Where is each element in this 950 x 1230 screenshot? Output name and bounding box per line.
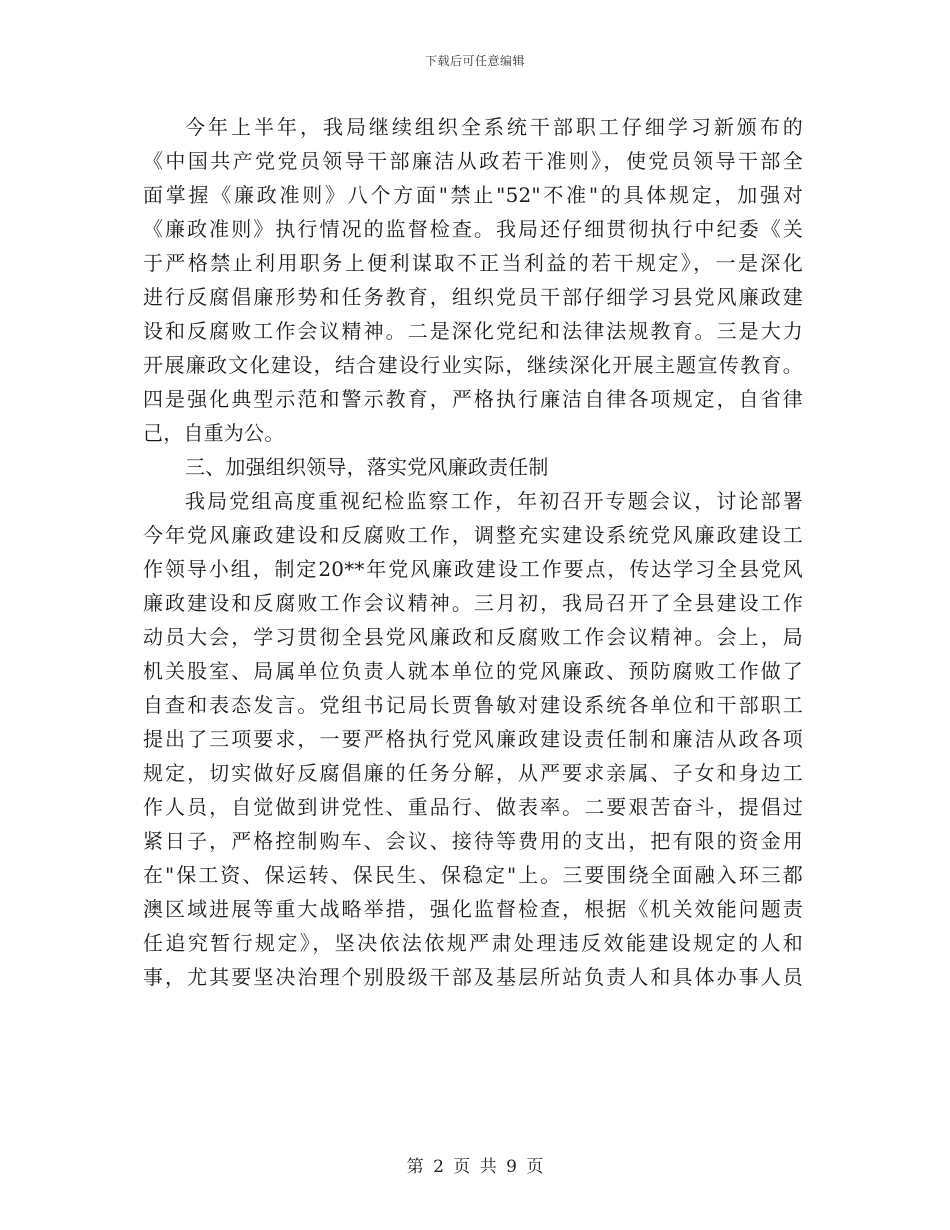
section-heading: 三、加强组织领导，落实党风廉政责任制	[185, 455, 549, 479]
page-number: 第 2 页 共 9 页	[406, 1157, 544, 1177]
text-line: 动员大会，学习贯彻全县党风廉政和反腐败工作会议精神。会上，局	[143, 625, 803, 649]
text-line: 紧日子，严格控制购车、会议、接待等费用的支出，把有限的资金用	[143, 829, 803, 853]
header-note: 下载后可任意编辑	[424, 54, 525, 68]
text-line: 事，尤其要坚决治理个别股级干部及基层所站负责人和具体办事人员	[143, 965, 803, 989]
text-line: 我局党组高度重视纪检监察工作，年初召开专题会议，讨论部署	[185, 489, 803, 513]
text-line: 作领导小组，制定20**年党风廉政建设工作要点，传达学习全县党风	[143, 557, 803, 581]
text-line: 今年党风廉政建设和反腐败工作，调整充实建设系统党风廉政建设工	[143, 523, 803, 547]
text-line: 开展廉政文化建设，结合建设行业实际，继续深化开展主题宣传教育。	[143, 353, 803, 377]
text-line: 自查和表态发言。党组书记局长贾鲁敏对建设系统各单位和干部职工	[143, 693, 803, 717]
text-line: 《廉政准则》执行情况的监督检查。我局还仔细贯彻执行中纪委《关	[143, 217, 803, 241]
text-line: 在"保工资、保运转、保民生、保稳定"上。三要围绕全面融入环三都	[143, 863, 803, 887]
text-line: 四是强化典型示范和警示教育，严格执行廉洁自律各项规定，自省律	[143, 387, 803, 411]
text-line: 于严格禁止利用职务上便利谋取不正当利益的若干规定》，一是深化	[143, 251, 803, 275]
text-line: 《中国共产党党员领导干部廉洁从政若干准则》，使党员领导干部全	[143, 149, 803, 173]
text-line: 作人员，自觉做到讲党性、重品行、做表率。二要艰苦奋斗，提倡过	[143, 795, 803, 819]
text-line: 机关股室、局属单位负责人就本单位的党风廉政、预防腐败工作做了	[143, 659, 803, 683]
text-line: 设和反腐败工作会议精神。二是深化党纪和法律法规教育。三是大力	[143, 319, 803, 343]
document-body	[143, 110, 803, 994]
text-line: 规定，切实做好反腐倡廉的任务分解，从严要求亲属、子女和身边工	[143, 761, 803, 785]
text-line: 澳区域进展等重大战略举措，强化监督检查，根据《机关效能问题责	[143, 897, 803, 921]
text-line: 进行反腐倡廉形势和任务教育，组织党员干部仔细学习县党风廉政建	[143, 285, 803, 309]
text-line: 廉政建设和反腐败工作会议精神。三月初，我局召开了全县建设工作	[143, 591, 803, 615]
text-line: 面掌握《廉政准则》八个方面"禁止"52"不准"的具体规定，加强对	[143, 183, 803, 207]
text-line: 提出了三项要求，一要严格执行党风廉政建设责任制和廉洁从政各项	[143, 727, 803, 751]
text-line: 今年上半年，我局继续组织全系统干部职工仔细学习新颁布的	[185, 115, 803, 139]
text-line: 己，自重为公。	[143, 421, 285, 445]
text-line: 任追究暂行规定》，坚决依法依规严肃处理违反效能建设规定的人和	[143, 931, 803, 955]
